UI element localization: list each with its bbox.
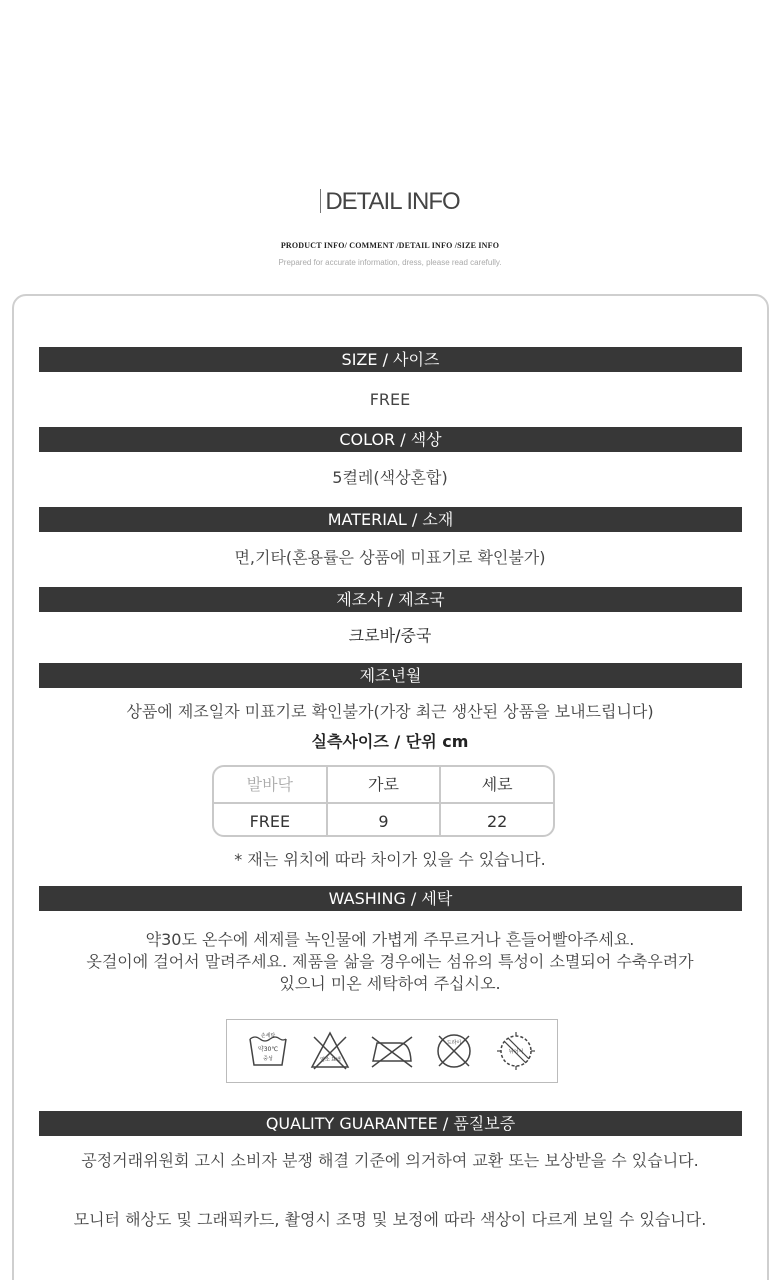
dry-flat-label: 뉘어서 — [508, 1049, 524, 1055]
title-divider — [320, 189, 321, 213]
size-value: FREE — [369, 390, 411, 409]
hand-wash-icon — [246, 1029, 290, 1073]
maker-heading: 제조사 / 제조국 — [39, 587, 742, 612]
quality-line-2: 모니터 해상도 및 그래픽카드, 촬영시 조명 및 보정에 따라 색상이 다르게 보일 수 있습니다. — [73, 1210, 707, 1229]
washing-heading: WASHING / 세탁 — [39, 886, 742, 911]
size-heading: SIZE / 사이즈 — [39, 347, 742, 372]
no-dryclean-label: 드라이 — [446, 1040, 462, 1046]
date-heading: 제조년월 — [39, 663, 742, 688]
size-cell-length: 22 — [439, 804, 553, 837]
detail-info-title-text: DETAIL INFO — [325, 188, 460, 215]
no-bleach-icon — [308, 1029, 352, 1073]
washing-line-3: 있으니 미온 세탁하여 주십시오. — [279, 974, 501, 993]
size-header-sole: 발바닥 — [246, 775, 294, 794]
color-heading: COLOR / 색상 — [39, 427, 742, 452]
actual-size-title: 실측사이즈 / 단위 cm — [311, 732, 469, 751]
size-note: * 재는 위치에 따라 차이가 있을 수 있습니다. — [234, 850, 546, 869]
material-heading: MATERIAL / 소재 — [39, 507, 742, 532]
size-table — [212, 765, 555, 837]
size-table-header — [214, 767, 553, 802]
hand-wash-label-2: 약30℃ — [257, 1046, 279, 1053]
size-table-row — [214, 802, 553, 837]
care-symbols-box — [226, 1019, 558, 1083]
washing-line-2: 옷걸이에 걸어서 말려주세요. 제품을 삶을 경우에는 섬유의 특성이 소멸되어 수축우려가 — [86, 952, 694, 971]
size-cell-width: 9 — [326, 804, 440, 837]
washing-line-1: 약30도 온수에 세제를 녹인물에 가볍게 주무르거나 흔들어빨아주세요. — [145, 930, 635, 949]
material-value: 면,기타(혼용률은 상품에 미표기로 확인불가) — [234, 548, 546, 567]
detail-info-note: Prepared for accurate information, dress, please read carefully. — [278, 258, 502, 267]
detail-info-subtitle: PRODUCT INFO/ COMMENT /DETAIL INFO /SIZE INFO — [280, 241, 500, 250]
detail-info-title — [0, 188, 780, 216]
maker-value: 크로바/중국 — [348, 626, 432, 645]
no-bleach-label-1: 염소 — [320, 1057, 330, 1063]
no-iron-icon — [370, 1029, 414, 1073]
size-header-width: 가로 — [326, 767, 440, 802]
no-bleach-label-2: 표백 — [331, 1057, 341, 1063]
date-value: 상품에 제조일자 미표기로 확인불가(가장 최근 생산된 상품을 보내드립니다) — [126, 702, 654, 721]
size-cell-free: FREE — [249, 812, 291, 831]
no-dryclean-icon — [432, 1029, 476, 1073]
dry-flat-icon — [494, 1029, 538, 1073]
hand-wash-label-1: 손세탁 — [260, 1033, 276, 1039]
color-value: 5켤레(색상혼합) — [332, 468, 448, 487]
quality-heading: QUALITY GUARANTEE / 품질보증 — [39, 1111, 742, 1136]
size-header-length: 세로 — [439, 767, 553, 802]
hand-wash-label-3: 중성 — [263, 1056, 273, 1062]
quality-line-1: 공정거래위원회 고시 소비자 분쟁 해결 기준에 의거하여 교환 또는 보상받을 수 있습니다. — [81, 1151, 699, 1170]
